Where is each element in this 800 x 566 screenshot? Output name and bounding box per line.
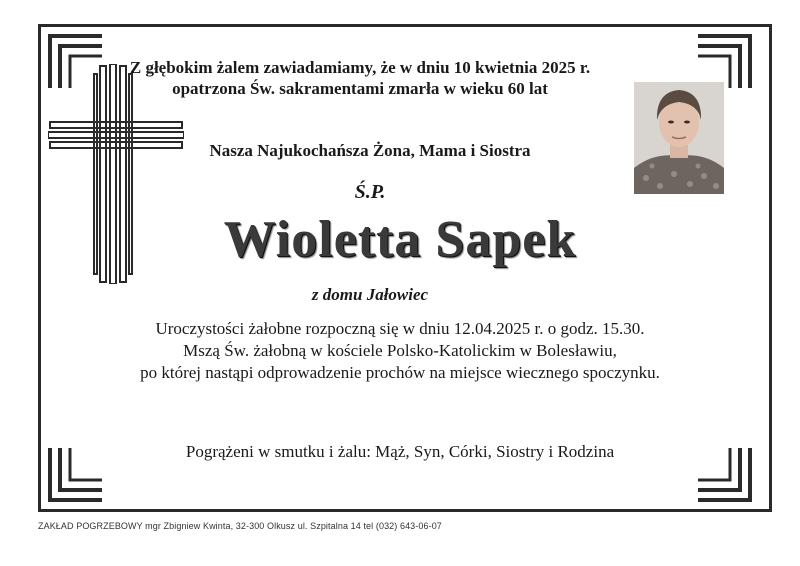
announcement-line-1: Z głębokim żalem zawiadamiamy, że w dniu 10 kwietnia 2025 r. (129, 58, 591, 77)
deceased-name: Wioletta Sapek (223, 211, 577, 268)
ceremony-details (60, 318, 740, 384)
ceremony-line-3: po której nastąpi odprowadzenie prochów na miejsce wiecznego spoczynku. (140, 363, 660, 382)
maiden-name: z domu Jałowiec (311, 285, 429, 304)
dedication: Nasza Najukochańsza Żona, Mama i Siostra (209, 141, 531, 160)
announcement (110, 57, 610, 99)
portrait-photo (634, 82, 724, 194)
funeral-home-footer: ZAKŁAD POGRZEBOWY mgr Zbigniew Kwinta, 32-300 Olkusz ul. Szpitalna 14 tel (032) 643-06-07 (38, 521, 442, 531)
mourners-line: Pogrążeni w smutku i żalu: Mąż, Syn, Córki, Siostry i Rodzina (185, 442, 615, 461)
ceremony-line-2: Mszą Św. żałobną w kościele Polsko-Katolickim w Bolesławiu, (183, 341, 617, 360)
honorific: Ś.P. (354, 181, 386, 203)
ceremony-line-1: Uroczystości żałobne rozpoczną się w dniu 12.04.2025 r. o godz. 15.30. (155, 319, 645, 338)
announcement-line-2: opatrzona Św. sakramentami zmarła w wieku 60 lat (172, 79, 548, 98)
